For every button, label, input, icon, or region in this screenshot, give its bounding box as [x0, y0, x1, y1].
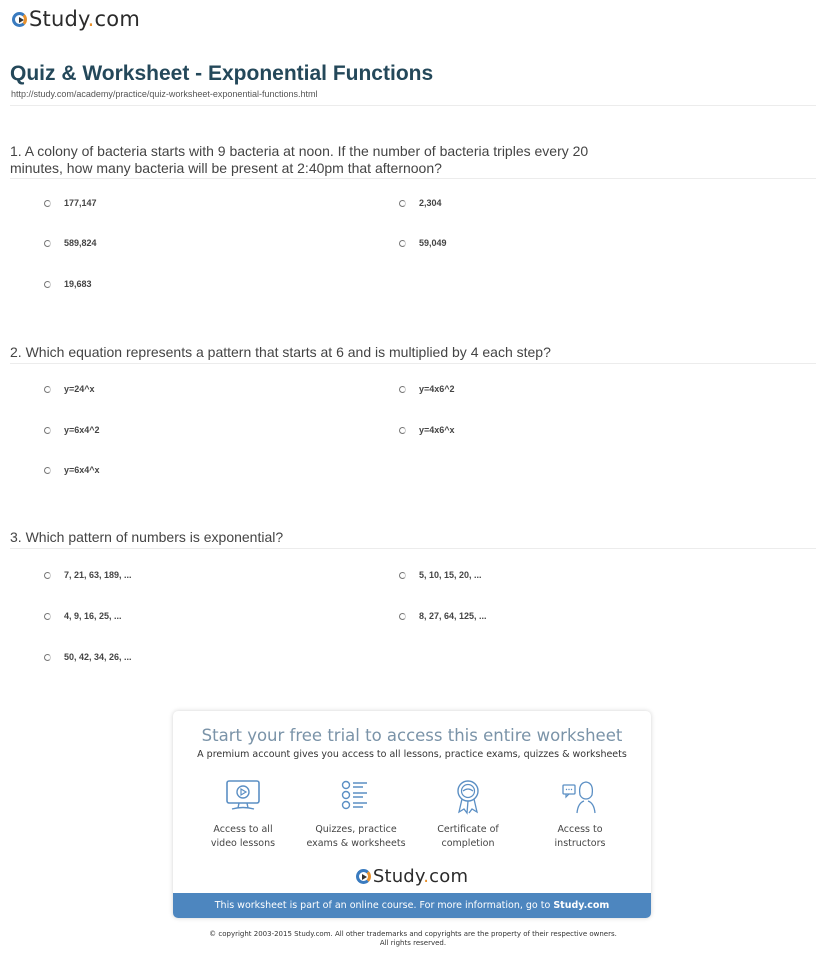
q2-option-b[interactable]: y=4x6^2	[399, 384, 455, 394]
q1-option-b[interactable]: 2,304	[399, 198, 442, 208]
feature-quizzes: Quizzes, practice exams & worksheets	[301, 779, 411, 851]
play-logo-icon	[356, 869, 371, 884]
radio-button[interactable]	[44, 572, 51, 579]
q3-option-d[interactable]: 8, 27, 64, 125, ...	[399, 611, 487, 621]
question-2-text: 2. Which equation represents a pattern that starts at 6 and is multiplied by 4 each step?	[10, 344, 551, 360]
study-logo[interactable]	[12, 7, 140, 31]
q1-option-c[interactable]: 589,824	[44, 238, 97, 248]
q3-option-a[interactable]: 7, 21, 63, 189, ...	[44, 570, 132, 580]
question-3-text: 3. Which pattern of numbers is exponential?	[10, 529, 284, 545]
copyright-footer: © copyright 2003-2015 Study.com. All other trademarks and copyrights are the property of their respective owners. All rights reserved.	[209, 930, 617, 947]
q2-option-e[interactable]: y=6x4^x	[44, 465, 100, 475]
radio-button[interactable]	[44, 654, 51, 661]
q1-option-d[interactable]: 59,049	[399, 238, 447, 248]
radio-button[interactable]	[44, 240, 51, 247]
divider	[10, 548, 816, 549]
q3-option-b[interactable]: 5, 10, 15, 20, ...	[399, 570, 482, 580]
radio-button[interactable]	[44, 200, 51, 207]
logo-text: Study.com	[29, 7, 140, 31]
certificate-ribbon-icon	[448, 779, 488, 815]
page-url[interactable]: http://study.com/academy/practice/quiz-worksheet-exponential-functions.html	[11, 89, 318, 99]
radio-button[interactable]	[399, 427, 406, 434]
free-trial-promo	[173, 711, 651, 918]
divider	[10, 363, 816, 364]
radio-button[interactable]	[44, 467, 51, 474]
q3-option-e[interactable]: 50, 42, 34, 26, ...	[44, 652, 132, 662]
study-link[interactable]: Study.com	[553, 900, 610, 911]
radio-button[interactable]	[399, 613, 406, 620]
divider	[10, 105, 816, 106]
page-title: Quiz & Worksheet - Exponential Functions	[10, 62, 434, 85]
q3-option-c[interactable]: 4, 9, 16, 25, ...	[44, 611, 122, 621]
promo-subtitle: A premium account gives you access to all lessons, practice exams, quizzes & worksheets	[197, 749, 627, 760]
radio-button[interactable]	[44, 613, 51, 620]
question-1-text: 1. A colony of bacteria starts with 9 bacteria at noon. If the number of bacteria triples every 20 minutes, how many bacteria will be present at 2:40pm that afternoon?	[10, 143, 589, 176]
q1-option-e[interactable]: 19,683	[44, 279, 92, 289]
course-info-bar: This worksheet is part of an online course. For more information, go to Study.com	[173, 893, 651, 918]
radio-button[interactable]	[399, 386, 406, 393]
q1-option-a[interactable]: 177,147	[44, 198, 97, 208]
q2-option-c[interactable]: y=6x4^2	[44, 425, 100, 435]
q2-option-d[interactable]: y=4x6^x	[399, 425, 455, 435]
logo-text: Study.com	[372, 866, 469, 887]
feature-video-lessons: Access to all video lessons	[188, 779, 298, 851]
q2-option-a[interactable]: y=24^x	[44, 384, 95, 394]
video-monitor-icon	[223, 779, 263, 815]
radio-button[interactable]	[44, 281, 51, 288]
radio-button[interactable]	[399, 200, 406, 207]
radio-button[interactable]	[44, 386, 51, 393]
radio-button[interactable]	[399, 572, 406, 579]
radio-button[interactable]	[44, 427, 51, 434]
divider	[10, 178, 816, 179]
radio-button[interactable]	[399, 240, 406, 247]
quiz-list-icon	[336, 779, 376, 815]
feature-instructors: Access to instructors	[525, 779, 635, 851]
promo-study-logo[interactable]	[173, 866, 651, 887]
feature-certificate: Certificate of completion	[413, 779, 523, 851]
instructor-chat-icon	[560, 779, 600, 815]
play-logo-icon	[12, 12, 27, 27]
promo-title[interactable]: Start your free trial to access this entire worksheet	[201, 726, 623, 745]
